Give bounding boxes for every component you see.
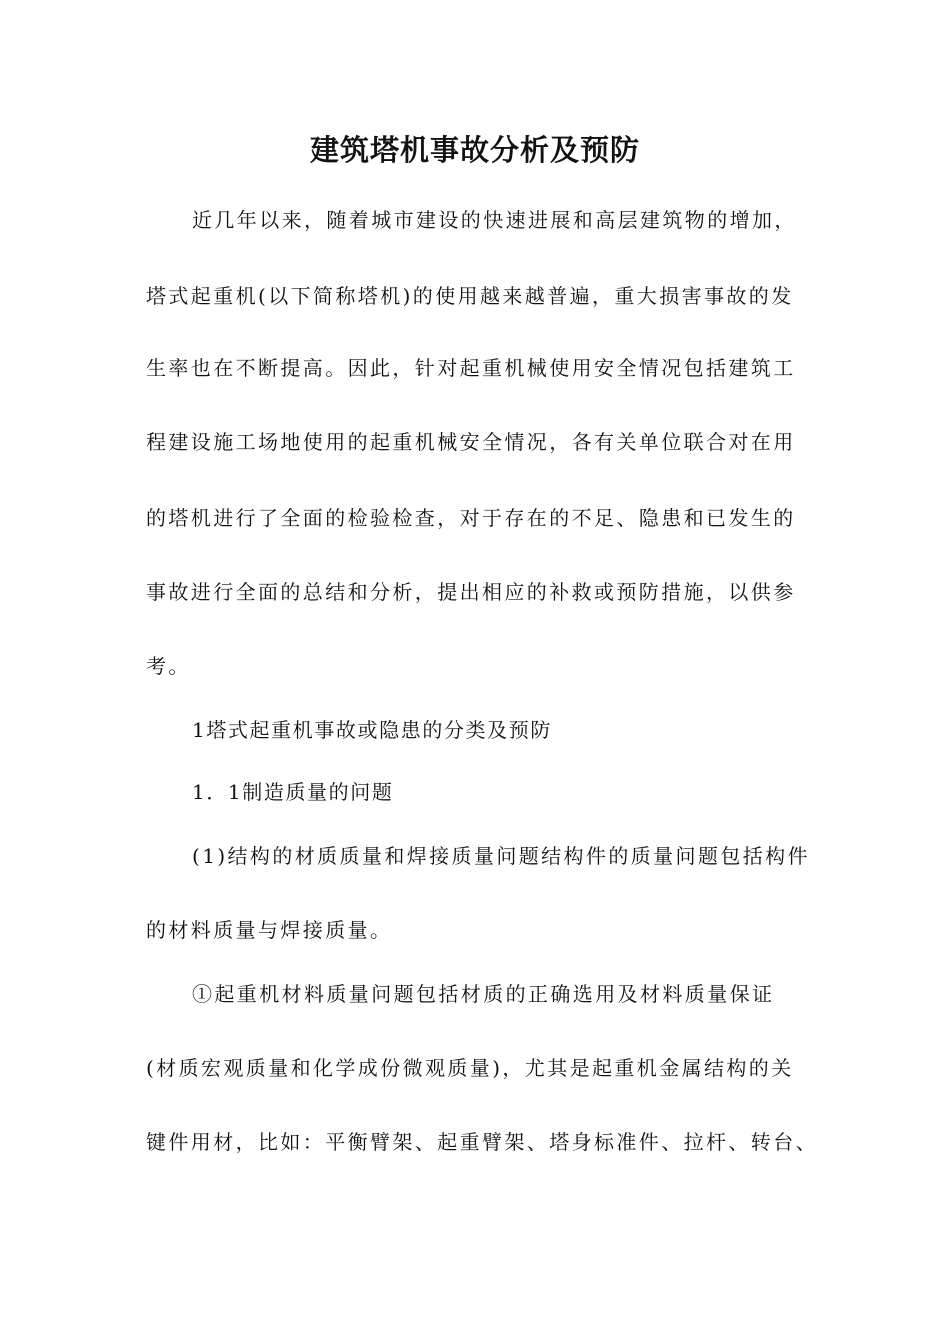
paragraph-line: 考。 bbox=[146, 654, 191, 678]
paragraph-line: (材质宏观质量和化学成份微观质量)，尤其是起重机金属结构的关 bbox=[146, 1056, 794, 1080]
paragraph-line: (1)结构的材质质量和焊接质量问题结构件的质量问题包括构件 bbox=[192, 844, 810, 868]
paragraph-line: 的材料质量与焊接质量。 bbox=[146, 918, 393, 942]
section-heading: 1塔式起重机事故或隐患的分类及预防 bbox=[192, 718, 552, 742]
paragraph-line: 塔式起重机(以下简称塔机)的使用越来越普遍，重大损害事故的发 bbox=[146, 284, 794, 308]
paragraph-line: 事故进行全面的总结和分析，提出相应的补救或预防措施，以供参 bbox=[146, 580, 796, 604]
paragraph-line: 近几年以来，随着城市建设的快速进展和高层建筑物的增加， bbox=[192, 208, 797, 232]
subsection-heading: 1．1制造质量的问题 bbox=[192, 780, 394, 804]
document-title: 建筑塔机事故分析及预防 bbox=[309, 133, 640, 167]
paragraph-line: 的塔机进行了全面的检验检查，对于存在的不足、隐患和已发生的 bbox=[146, 506, 796, 530]
paragraph-line: ①起重机材料质量问题包括材质的正确选用及材料质量保证 bbox=[192, 982, 775, 1006]
paragraph-line: 程建设施工场地使用的起重机械安全情况，各有关单位联合对在用 bbox=[146, 430, 796, 454]
paragraph-line: 键件用材，比如：平衡臂架、起重臂架、塔身标准件、拉杆、转台、 bbox=[146, 1130, 818, 1154]
paragraph-line: 生率也在不断提高。因此，针对起重机械使用安全情况包括建筑工 bbox=[146, 356, 796, 380]
